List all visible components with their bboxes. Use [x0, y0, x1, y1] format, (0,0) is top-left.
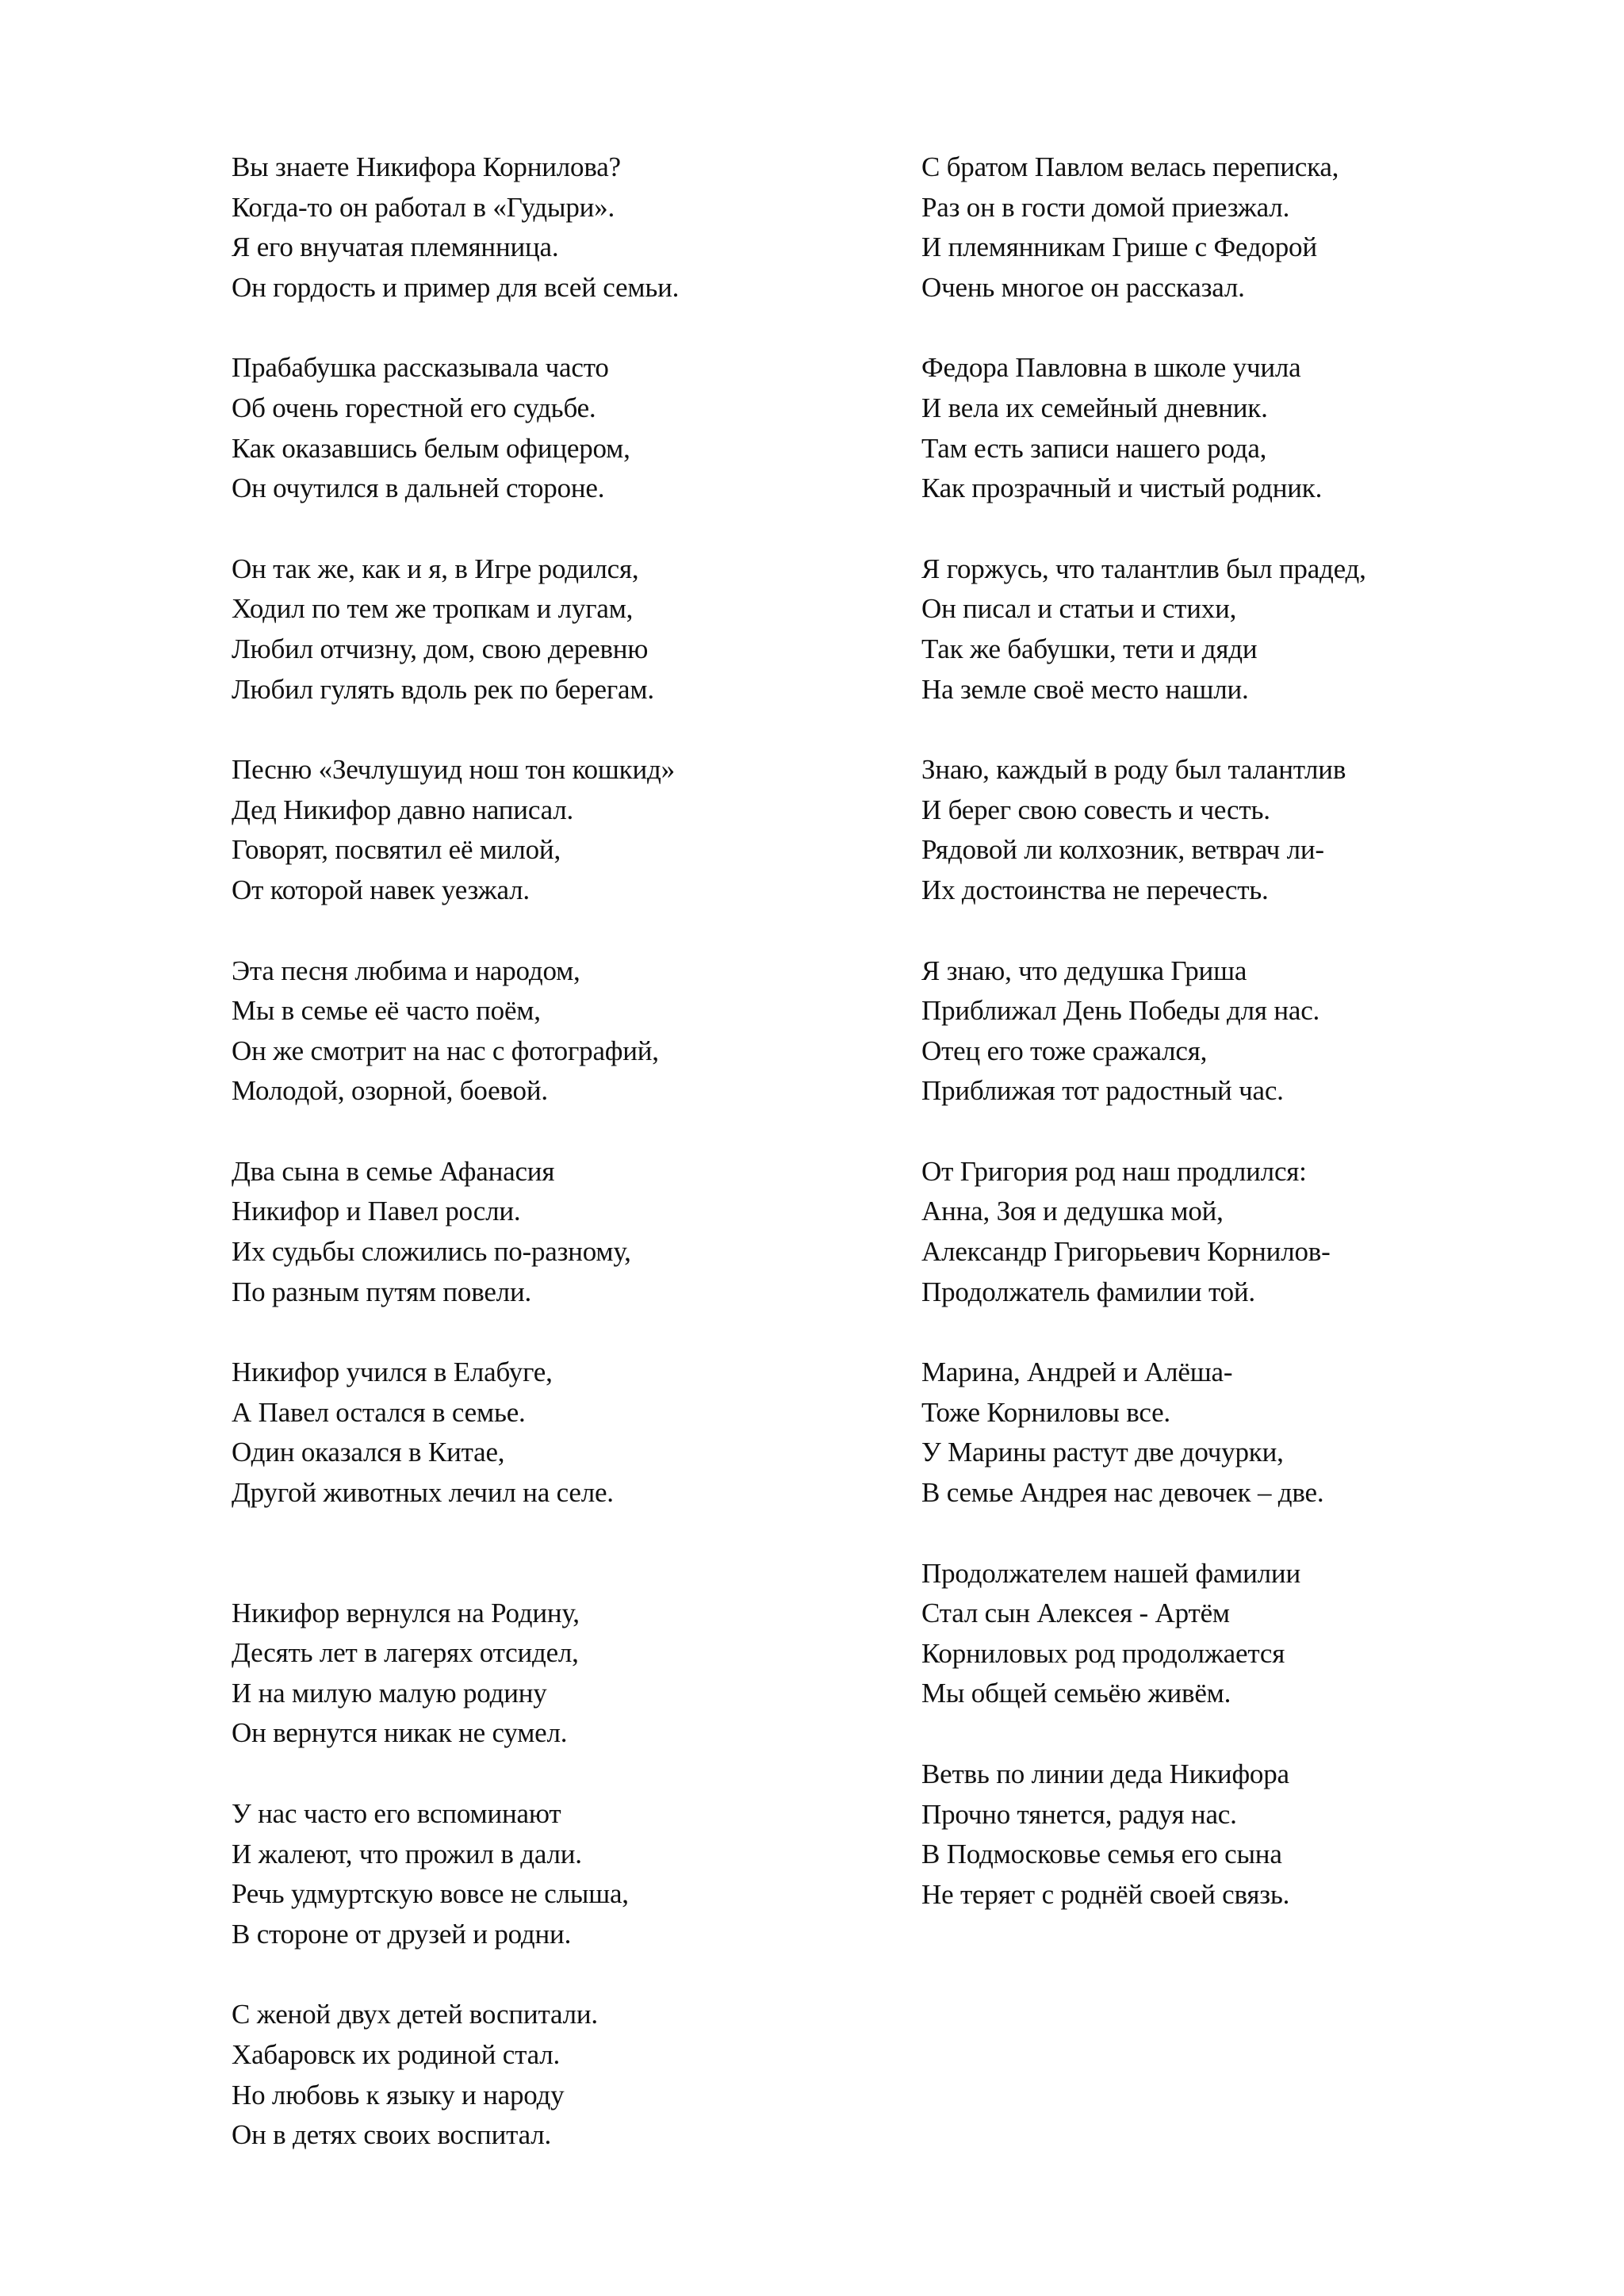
poem-line: Один оказался в Китае, [232, 1437, 505, 1468]
poem-line: Федора Павловна в школе учила [921, 352, 1301, 384]
poem-line: Как прозрачный и чистый родник. [921, 473, 1323, 504]
stanza [921, 1554, 1572, 1714]
poem-line: Об очень горестной его судьбе. [232, 392, 596, 423]
poem-line: Говорят, посвятил её милой, [232, 834, 561, 866]
poem-line: В семье Андрея нас девочек – две. [921, 1477, 1324, 1509]
poem-line: И на милую малую родину [232, 1677, 547, 1709]
poem-line: Любил гулять вдоль рек по берегам. [232, 673, 654, 705]
poem-line: Александр Григорьевич Корнилов- [921, 1236, 1331, 1268]
poem-line: Он гордость и пример для всей семьи. [232, 271, 680, 303]
stanza [232, 147, 882, 308]
poem-line: В стороне от друзей и родни. [232, 1918, 572, 1950]
poem-line: Но любовь к языку и народу [232, 2079, 565, 2110]
poem-line: Дед Никифор давно написал. [232, 794, 574, 825]
poem-line: Стал сын Алексея - Артём [921, 1598, 1230, 1629]
poem-line: Он очутился в дальней стороне. [232, 473, 605, 504]
poem-line: Прочно тянется, радуя нас. [921, 1798, 1237, 1830]
poem-line: Он же смотрит на нас с фотографий, [232, 1035, 659, 1066]
poem-line: Приближая тот радостный час. [921, 1075, 1284, 1107]
stanza [232, 1353, 882, 1513]
poem-line: Ходил по тем же тропкам и лугам, [232, 593, 634, 625]
stanza [921, 750, 1572, 910]
poem-line: Ветвь по линии деда Никифора [921, 1758, 1289, 1789]
poem-line: Молодой, озорной, боевой. [232, 1075, 548, 1107]
poem-line: У нас часто его вспоминают [232, 1798, 561, 1829]
poem-line: Он так же, как и я, в Игре родился, [232, 553, 639, 584]
stanza [232, 1794, 882, 1954]
stanza [232, 348, 882, 508]
poem-line: Отец его тоже сражался, [921, 1035, 1208, 1066]
stanza [921, 147, 1572, 308]
poem-line: Когда-то он работал в «Гудыри». [232, 191, 615, 223]
poem-line: Никифор и Павел росли. [232, 1196, 521, 1227]
poem-line: А Павел остался в семье. [232, 1396, 526, 1428]
poem-line: Знаю, каждый в роду был талантлив [921, 754, 1346, 786]
poem-line: Другой животных лечил на селе. [232, 1477, 614, 1509]
stanza [232, 951, 882, 1112]
stanza [232, 750, 882, 910]
poem-line: Корниловых род продолжается [921, 1637, 1285, 1669]
poem-line: Там есть записи нашего рода, [921, 432, 1267, 464]
poem-line: Так же бабушки, тети и дяди [921, 633, 1258, 664]
poem-line: Любил отчизну, дом, свою деревню [232, 633, 649, 664]
poem-line: И берег свою совесть и честь. [921, 794, 1270, 825]
poem-line: Продолжатель фамилии той. [921, 1276, 1255, 1307]
poem-line: Два сына в семье Афанасия [232, 1155, 555, 1187]
poem-line: Я знаю, что дедушка Гриша [921, 955, 1247, 986]
poem-line: С женой двух детей воспитали. [232, 1999, 598, 2030]
poem-line: И жалеют, что прожил в дали. [232, 1838, 582, 1869]
stanza [232, 1594, 882, 1754]
poem-line: Никифор вернулся на Родину, [232, 1597, 580, 1628]
poem-line: Приближал День Победы для нас. [921, 995, 1320, 1027]
poem-column-left [232, 147, 882, 2196]
poem-line: И вела их семейный дневник. [921, 392, 1268, 423]
stanza [921, 1152, 1572, 1312]
poem-line: По разным путям повели. [232, 1276, 532, 1307]
poem-line: От которой навек уезжал. [232, 874, 530, 905]
poem-line: От Григория род наш продлился: [921, 1155, 1307, 1187]
poem-line: Песню «Зечлушуид нош тон кошкид» [232, 754, 675, 786]
poem-column-right [921, 147, 1572, 1955]
poem-line: Очень многое он рассказал. [921, 271, 1245, 303]
poem-line: Хабаровск их родиной стал. [232, 2038, 561, 2070]
poem-line: Раз он в гости домой приезжал. [921, 191, 1290, 223]
poem-line: Никифор учился в Елабуге, [232, 1357, 553, 1388]
poem-line: Я горжусь, что талантлив был прадед, [921, 553, 1366, 584]
poem-line: Прабабушка рассказывала часто [232, 352, 609, 384]
poem-line: У Марины растут две дочурки, [921, 1437, 1284, 1468]
poem-line: И племянникам Грише с Федорой [921, 232, 1317, 263]
poem-line: Мы общей семьёю живём. [921, 1678, 1231, 1709]
stanza [232, 1995, 882, 2155]
stanza [232, 1152, 882, 1312]
stanza [232, 549, 882, 710]
stanza [921, 951, 1572, 1112]
poem-line: Их судьбы сложились по-разному, [232, 1236, 631, 1268]
poem-line: Эта песня любима и народом, [232, 955, 580, 986]
poem-line: Он вернутся никак не сумел. [232, 1717, 568, 1749]
poem-line: Я его внучатая племянница. [232, 232, 559, 263]
poem-line: С братом Павлом велась переписка, [921, 151, 1339, 182]
poem-line: Вы знаете Никифора Корнилова? [232, 151, 621, 182]
poem-line: На земле своё место нашли. [921, 673, 1249, 705]
stanza [921, 549, 1572, 710]
stanza [921, 1755, 1572, 1915]
stanza [921, 348, 1572, 508]
poem-line: Как оказавшись белым офицером, [232, 432, 630, 464]
poem-line: Он в детях своих воспитал. [232, 2119, 552, 2151]
poem-line: Продолжателем нашей фамилии [921, 1557, 1300, 1589]
poem-line: Рядовой ли колхозник, ветврач ли- [921, 834, 1324, 866]
poem-line: Десять лет в лагерях отсидел, [232, 1637, 579, 1669]
poem-line: Не теряет с роднёй своей связь. [921, 1878, 1290, 1910]
poem-line: Тоже Корниловы все. [921, 1396, 1170, 1428]
poem-line: Марина, Андрей и Алёша- [921, 1357, 1233, 1388]
poem-line: Мы в семье её часто поём, [232, 995, 541, 1027]
poem-line: Их достоинства не перечесть. [921, 874, 1269, 905]
poem-line: Речь удмуртскую вовсе не слыша, [232, 1878, 629, 1910]
poem-line: В Подмосковье семья его сына [921, 1839, 1282, 1870]
stanza [921, 1353, 1572, 1513]
poem-line: Анна, Зоя и дедушка мой, [921, 1196, 1224, 1227]
poem-line: Он писал и статьи и стихи, [921, 593, 1237, 625]
